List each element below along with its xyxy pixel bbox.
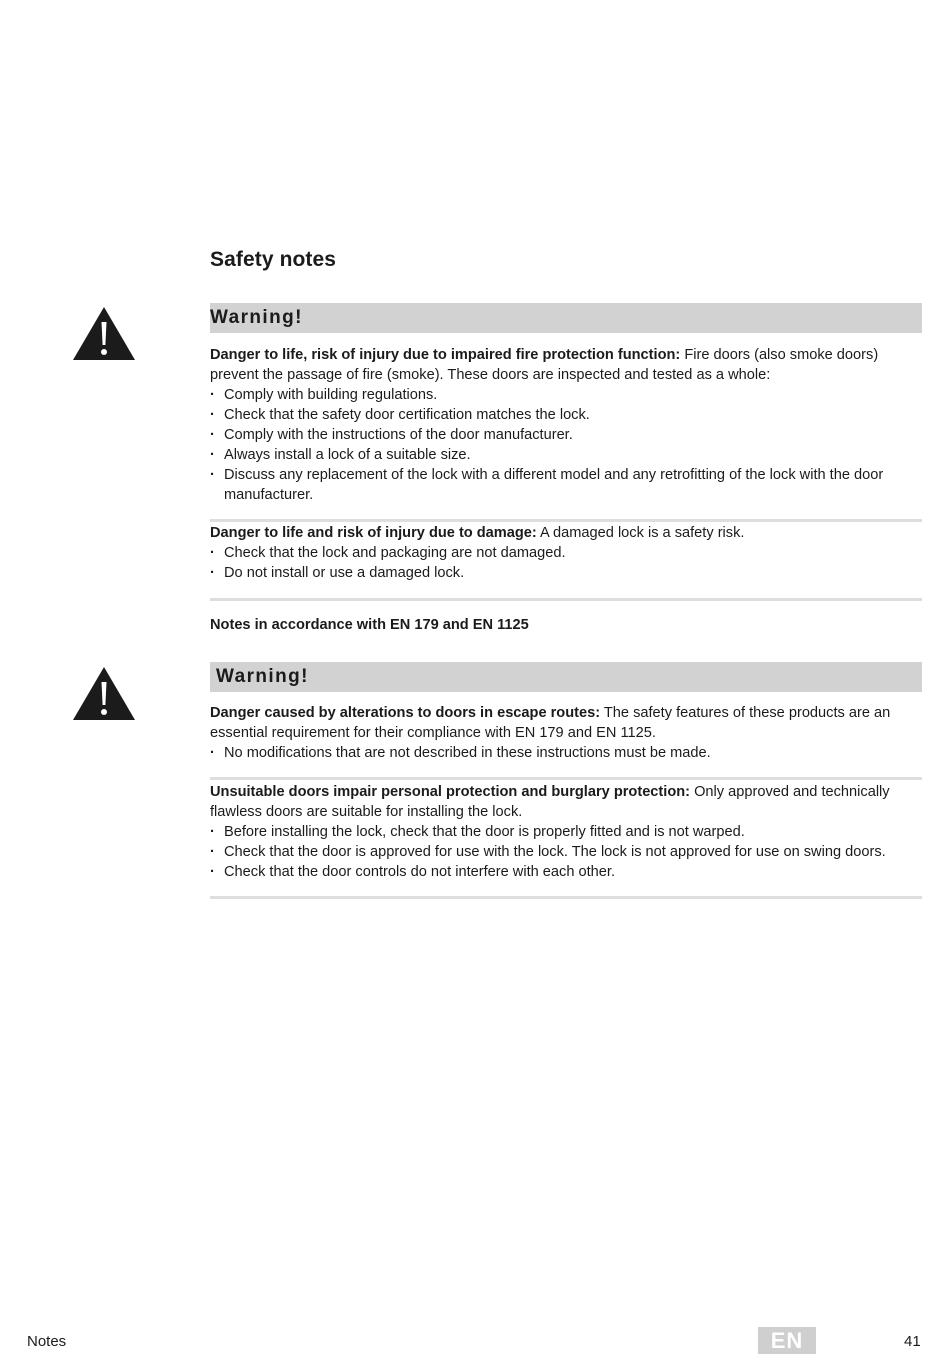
note-bullet-list bbox=[210, 543, 922, 583]
note-bullet: · Check that the safety door certification matches the lock. bbox=[210, 405, 922, 425]
note-heading: Danger to life and risk of injury due to damage: bbox=[210, 525, 537, 541]
note-paragraph bbox=[210, 523, 922, 543]
note-bullet: · Comply with building regulations. bbox=[210, 385, 922, 405]
safety-note bbox=[210, 703, 922, 763]
warning-label: Warning! bbox=[216, 666, 309, 687]
note-heading: Danger caused by alterations to doors in escape routes: bbox=[210, 705, 601, 721]
note-bullet: · Discuss any replacement of the lock with a different model and any retrofitting of the lock with the door manufacturer. bbox=[210, 465, 922, 505]
section-divider bbox=[210, 777, 922, 780]
note-bullet: · Before installing the lock, check that the door is properly fitted and is not warped. bbox=[210, 822, 922, 842]
note-text: Only approved and technically flawless doors are suitable for installing the lock. bbox=[210, 784, 890, 820]
note-heading: Unsuitable doors impair personal protection and burglary protection: bbox=[210, 784, 691, 800]
safety-note bbox=[210, 782, 922, 882]
page-number: 41 bbox=[904, 1333, 921, 1350]
note-bullet-list bbox=[210, 822, 922, 882]
note-bullet: · Do not install or use a damaged lock. bbox=[210, 563, 922, 583]
footer-section-label: Notes bbox=[27, 1333, 67, 1350]
note-paragraph bbox=[210, 782, 922, 822]
section-divider bbox=[210, 598, 922, 601]
warning-banner bbox=[210, 662, 922, 692]
note-text: Fire doors (also smoke doors) prevent the passage of fire (smoke). These doors are inspected and tested as a whole: bbox=[210, 347, 879, 383]
note-text: A damaged lock is a safety risk. bbox=[536, 525, 745, 541]
section-divider bbox=[210, 519, 922, 522]
section-subheading: Notes in accordance with EN 179 and EN 1125 bbox=[210, 617, 529, 633]
note-bullet-list bbox=[210, 743, 922, 763]
safety-note bbox=[210, 523, 922, 583]
note-bullet: · Comply with the instructions of the door manufacturer. bbox=[210, 425, 922, 445]
note-heading: Danger to life, risk of injury due to impaired fire protection function: bbox=[210, 347, 681, 363]
warning-triangle-icon bbox=[72, 305, 136, 361]
note-bullet: · Check that the door controls do not interfere with each other. bbox=[210, 862, 922, 882]
note-bullet: · Check that the lock and packaging are not damaged. bbox=[210, 543, 922, 563]
note-text: The safety features of these products are an essential requirement for their compliance with EN 179 and EN 1125. bbox=[210, 705, 891, 741]
note-bullet: · No modifications that are not described in these instructions must be made. bbox=[210, 743, 922, 763]
warning-triangle-icon bbox=[72, 665, 136, 721]
warning-label: Warning! bbox=[210, 307, 303, 328]
page-title: Safety notes bbox=[210, 248, 337, 271]
language-badge: EN bbox=[758, 1327, 816, 1354]
note-paragraph bbox=[210, 345, 922, 385]
section-divider bbox=[210, 896, 922, 899]
warning-banner bbox=[210, 303, 922, 333]
note-bullet: · Check that the door is approved for use with the lock. The lock is not approved for use on swing doors. bbox=[210, 842, 922, 862]
note-paragraph bbox=[210, 703, 922, 743]
safety-note bbox=[210, 345, 922, 505]
note-bullet-list bbox=[210, 385, 922, 505]
note-bullet: · Always install a lock of a suitable size. bbox=[210, 445, 922, 465]
